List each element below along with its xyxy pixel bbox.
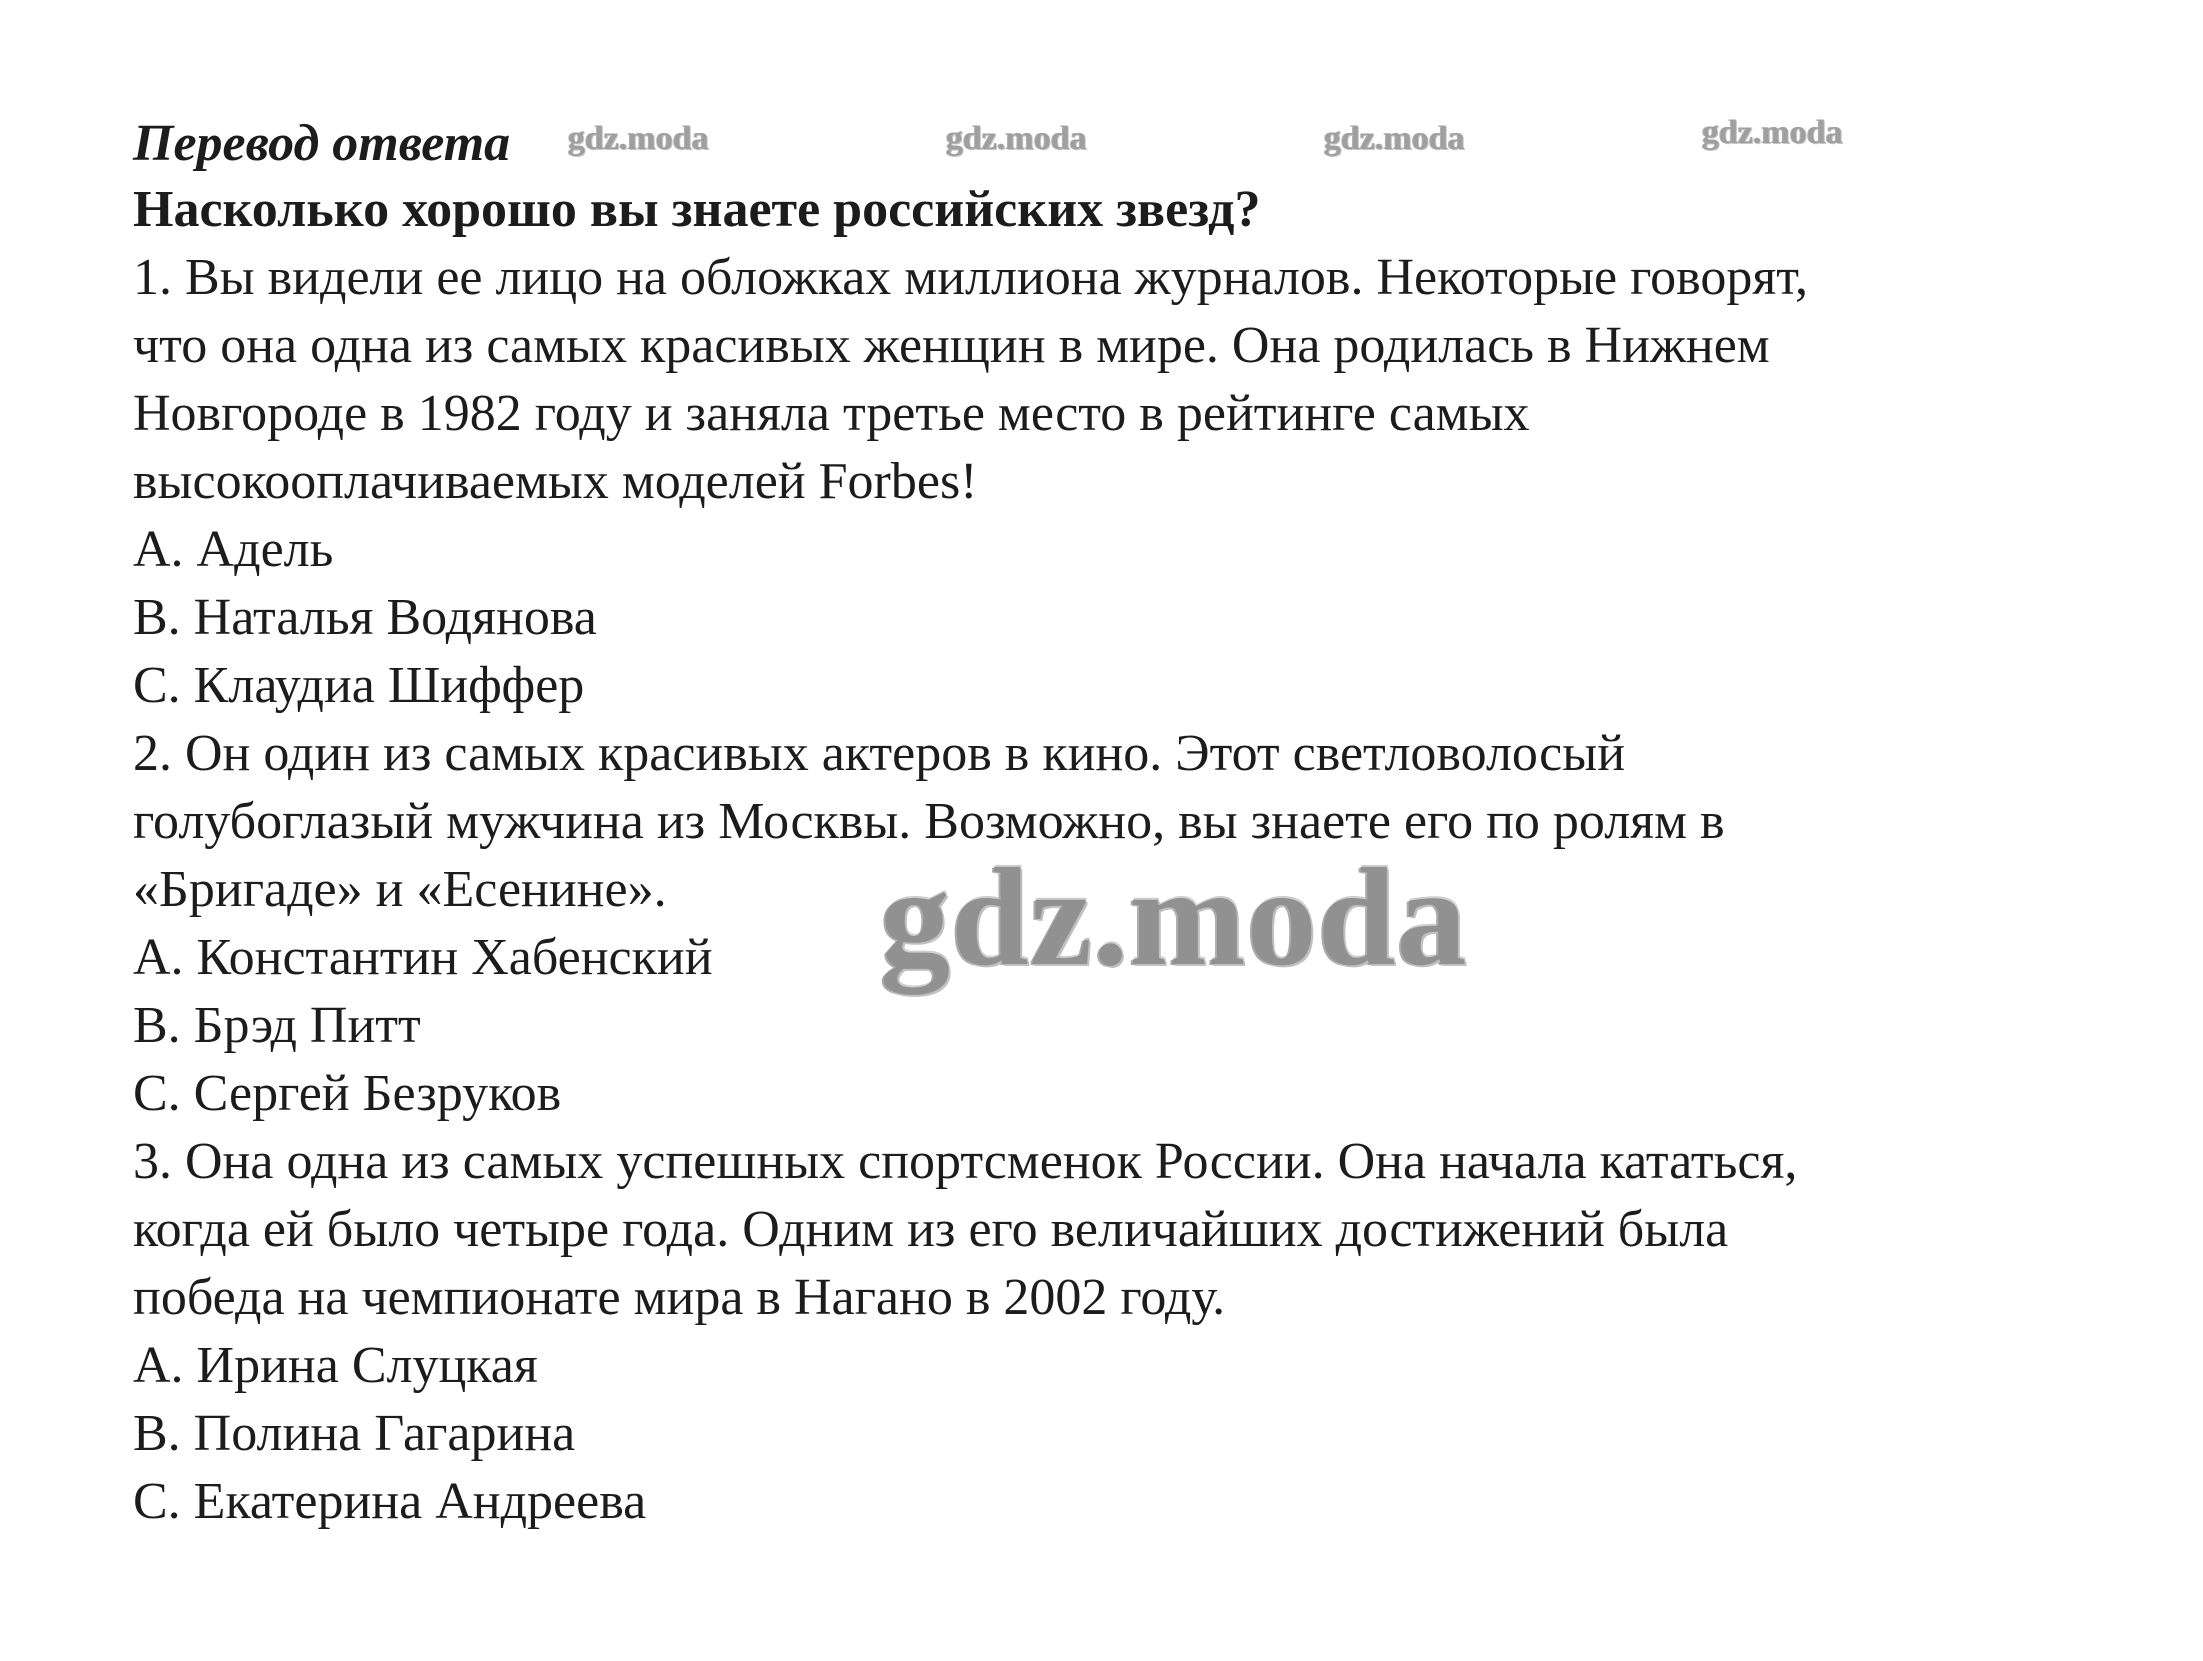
question-1-line-2: что она одна из самых красивых женщин в мире. Она родилась в Нижнем [133,317,1770,374]
question-3-option-a: A. Ирина Слуцкая [133,1337,538,1394]
watermark-small-1: gdz.moda [568,120,709,157]
question-2-line-3: «Бригаде» и «Есенине». [133,861,667,918]
question-3-option-b: B. Полина Гагарина [133,1405,576,1462]
question-1-line-1: 1. Вы видели ее лицо на обложках миллиона журналов. Некоторые говорят, [133,249,1809,306]
question-1-line-3: Новгороде в 1982 году и заняла третье место в рейтинге самых [133,385,1530,442]
question-1-option-b: B. Наталья Водянова [133,589,597,646]
question-3-option-c: C. Екатерина Андреева [133,1473,647,1530]
question-2-option-a: A. Константин Хабенский [133,929,713,986]
watermark-small-2: gdz.moda [946,120,1087,157]
watermark-small-4: gdz.moda [1702,114,1843,151]
document-subtitle: Насколько хорошо вы знаете российских звезд? [133,181,1261,238]
watermark-large: gdz.moda [880,840,1468,995]
question-1 [133,244,2133,720]
question-3 [133,1128,2133,1536]
question-1-option-c: C. Клаудиа Шиффер [133,657,585,714]
question-2-option-c: C. Сергей Безруков [133,1065,562,1122]
question-2-option-b: B. Брэд Питт [133,997,421,1054]
question-1-option-a: A. Адель [133,521,334,578]
question-3-line-3: победа на чемпионате мира в Нагано в 2002 году. [133,1269,1226,1326]
question-2-line-2: голубоглазый мужчина из Москвы. Возможно, вы знаете его по ролям в [133,793,1725,850]
question-2-line-1: 2. Он один из самых красивых актеров в кино. Этот светловолосый [133,725,1626,782]
question-1-line-4: высокооплачиваемых моделей Forbes! [133,453,978,510]
watermark-small-3: gdz.moda [1324,120,1465,157]
question-3-line-2: когда ей было четыре года. Одним из его величайших достижений была [133,1201,1729,1258]
question-3-line-1: 3. Она одна из самых успешных спортсменок России. Она начала кататься, [133,1133,1798,1190]
document-title: Перевод ответа [133,115,511,172]
document-page [133,112,2133,1536]
